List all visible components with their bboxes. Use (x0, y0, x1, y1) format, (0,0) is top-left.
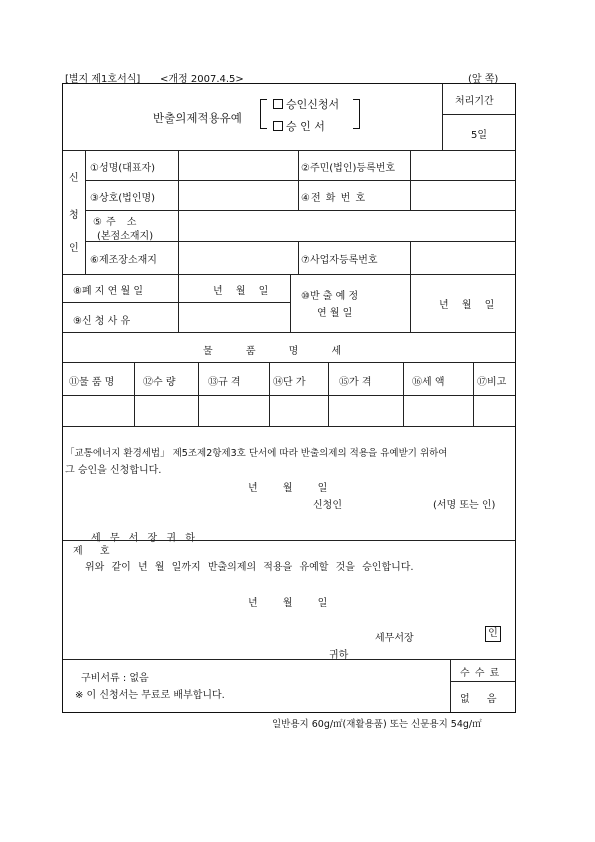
paper-spec: 일반용지 60g/㎡(재활용품) 또는 신문용지 54g/㎡ (272, 719, 482, 730)
divider (85, 180, 515, 181)
divider (410, 274, 411, 332)
page-side: (앞 쪽) (468, 74, 499, 85)
tax-office-head: 세무서장 (375, 633, 414, 644)
divider (63, 426, 515, 427)
divider (63, 362, 515, 363)
applicant-label-3: 인 (69, 243, 79, 254)
divider (450, 681, 515, 682)
reason-label: ⑨신 청 사 유 (73, 316, 131, 327)
divider (63, 274, 515, 275)
divider (442, 84, 443, 150)
divider (298, 150, 299, 210)
checkbox-application[interactable] (273, 99, 283, 109)
divider (63, 659, 515, 660)
checkbox-approval[interactable] (273, 121, 283, 131)
divider (134, 362, 135, 426)
column-price: ⑮가 격 (339, 377, 372, 388)
name-label: ①성명(대표자) (90, 163, 156, 174)
factory-location-label: ⑥제조장소재지 (90, 255, 157, 266)
divider (269, 362, 270, 426)
address-sublabel: (본점소재지) (97, 231, 154, 242)
phone-label: ④전 화 번 호 (301, 193, 367, 204)
option-approval[interactable] (273, 118, 325, 134)
fee-label: 수 수 료 (460, 668, 501, 679)
planned-date-value: 년 월 일 (439, 300, 495, 311)
divider (85, 210, 515, 211)
column-tax: ⑯세 액 (412, 377, 445, 388)
divider (328, 362, 329, 426)
bracket-right (353, 99, 360, 129)
items-title: 물 품 명 세 (203, 346, 342, 357)
divider (63, 540, 515, 541)
approval-to: 귀하 (329, 650, 349, 661)
divider (442, 114, 515, 115)
divider (85, 150, 86, 274)
applicant-label-2: 청 (69, 210, 79, 221)
signature-hint: (서명 또는 인) (433, 500, 496, 511)
addressee: 세 무 서 장 귀 하 (91, 533, 195, 544)
planned-date-label: ⑩반 출 예 정 (301, 291, 359, 302)
option-approval-label: 승 인 서 (286, 120, 325, 133)
processing-period-label: 처리기간 (455, 96, 494, 107)
form-title: 반출의제적용유예 (153, 111, 242, 125)
revision-date: <개정 2007.4.5> (160, 74, 244, 85)
applicant-signature-label: 신청인 (313, 500, 342, 511)
divider (410, 241, 411, 274)
column-remarks: ⑰비고 (477, 377, 507, 388)
address-label: ⑤주 소 (93, 217, 141, 228)
divider (298, 241, 299, 274)
divider (63, 150, 515, 151)
application-form (62, 83, 516, 713)
option-application[interactable] (273, 96, 339, 112)
divider (178, 150, 179, 274)
bracket-left (260, 99, 267, 129)
divider (178, 274, 179, 332)
company-name-label: ③상호(법인명) (90, 193, 156, 204)
planned-date-sublabel: 연 월 일 (317, 308, 353, 319)
divider (63, 302, 290, 303)
business-number-label: ⑦사업자등록번호 (301, 255, 378, 266)
free-distribution-note: ※ 이 신청서는 무료로 배부합니다. (75, 690, 225, 701)
required-documents: 구비서류 : 없음 (81, 673, 149, 684)
approval-number: 제 호 (73, 546, 110, 557)
column-unit-price: ⑭단 가 (273, 377, 306, 388)
approval-date: 년 월 일 (248, 598, 328, 609)
divider (63, 332, 515, 333)
divider (473, 362, 474, 426)
resident-number-label: ②주민(법인)등록번호 (301, 163, 396, 174)
closure-date-value: 년 월 일 (213, 286, 269, 297)
closure-date-label: ⑧폐 지 연 월 일 (73, 286, 143, 297)
application-date: 년 월 일 (248, 483, 328, 494)
divider (290, 274, 291, 332)
column-spec: ⑬규 격 (208, 377, 241, 388)
fee-value: 없 음 (460, 694, 497, 705)
statement-line-1: 「교통에너지 환경세법」 제5조제2항제3호 단서에 따라 반출의제의 적용을 유예받기 위하여 (65, 448, 448, 459)
seal-mark: 인 (485, 626, 501, 642)
applicant-label-1: 신 (69, 173, 79, 184)
processing-period-value: 5일 (471, 130, 488, 141)
divider (450, 659, 451, 712)
column-quantity: ⑫수 량 (143, 377, 176, 388)
approval-text: 위와 같이 년 월 일까지 반출의제의 적용을 유예할 것을 승인합니다. (85, 562, 414, 573)
divider (410, 150, 411, 210)
form-number: [별지 제1호서식] (65, 74, 141, 85)
divider (198, 362, 199, 426)
divider (63, 395, 515, 396)
column-item-name: ⑪물 품 명 (69, 377, 115, 388)
option-application-label: 승인신청서 (286, 98, 340, 111)
divider (403, 362, 404, 426)
statement-line-2: 그 승인을 신청합니다. (65, 465, 162, 476)
